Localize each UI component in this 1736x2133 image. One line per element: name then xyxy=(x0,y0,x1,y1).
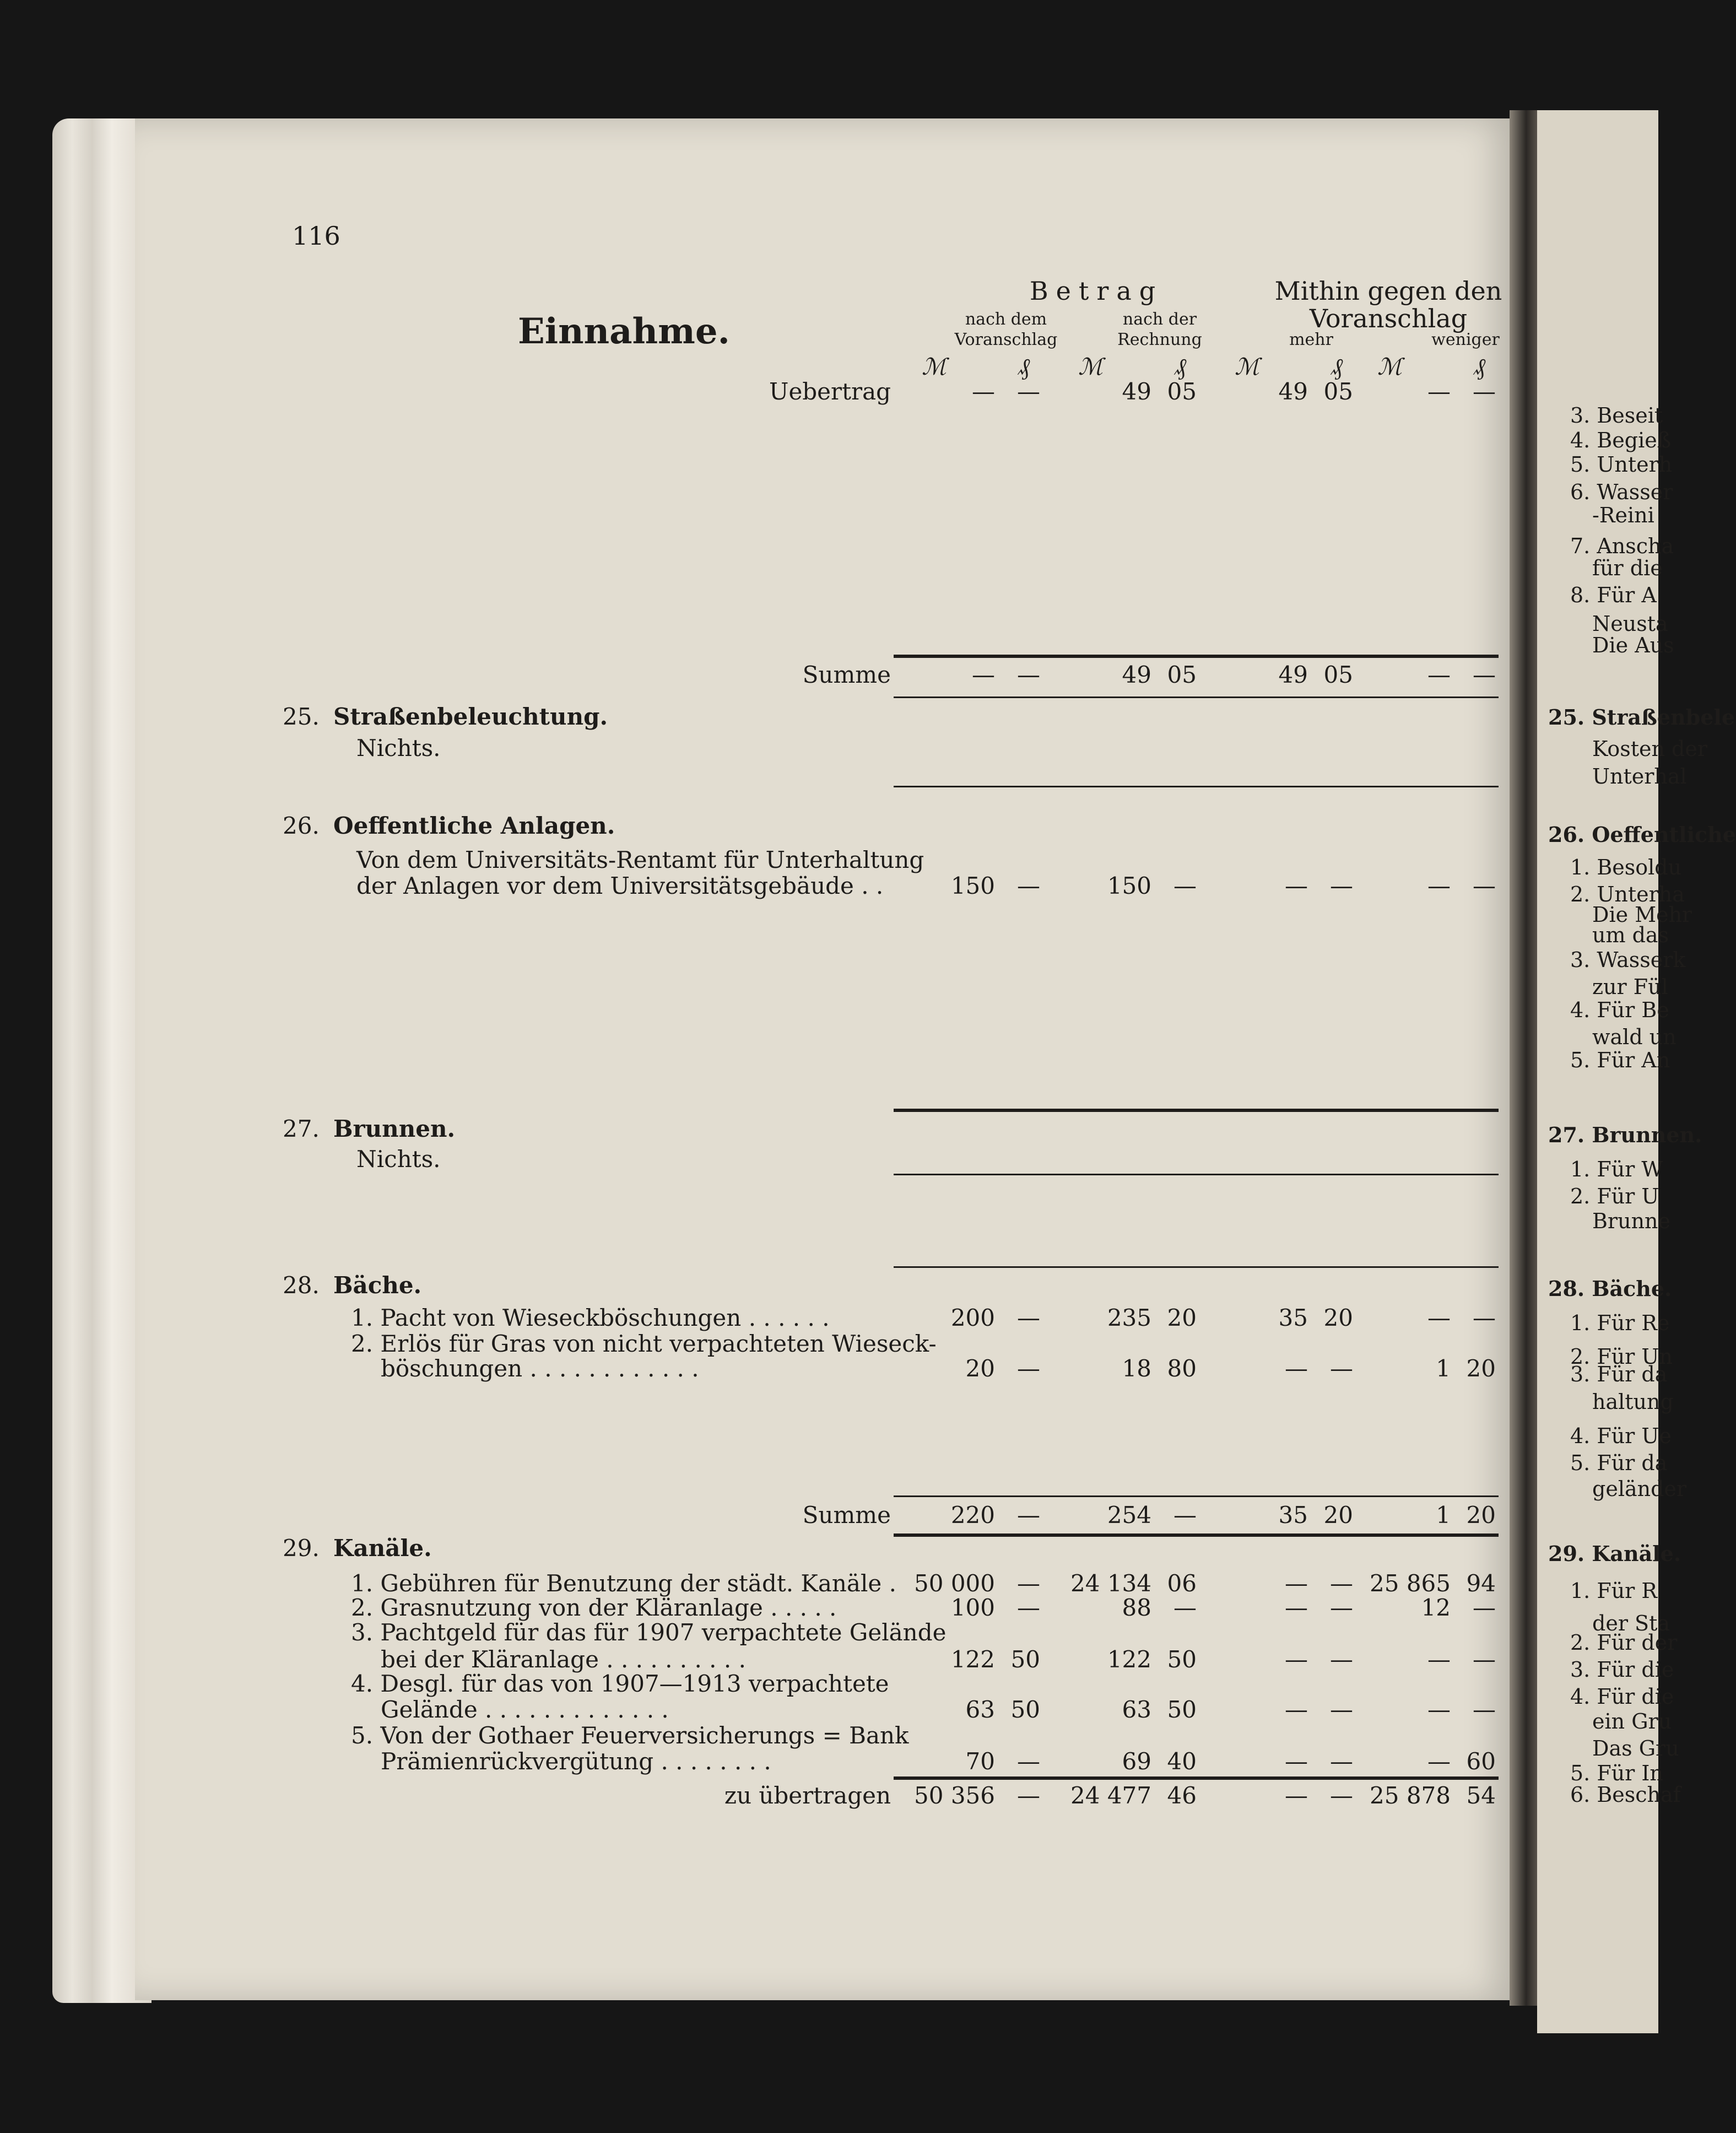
mark-unit-label: ℳ xyxy=(1235,353,1259,380)
section-26-title: Oeffentliche Anlagen. xyxy=(333,812,615,839)
amount-pfennig: 46 xyxy=(1167,1782,1197,1809)
adjacent-page xyxy=(1537,110,1736,2033)
amount-pfennig: — xyxy=(1473,661,1496,688)
rule xyxy=(894,786,1499,787)
amount-mark: — xyxy=(972,661,995,688)
amount-mark: 18 xyxy=(1122,1355,1151,1382)
adjacent-page-line: Die Aus xyxy=(1592,633,1674,657)
rule xyxy=(894,1174,1499,1175)
amount-pfennig: — xyxy=(1017,661,1040,688)
section-26-number: 26. xyxy=(283,812,320,839)
adjacent-page-line: 3. Beseit xyxy=(1570,403,1663,428)
rule xyxy=(894,1495,1499,1497)
pfennig-unit-label: ₰ xyxy=(1018,353,1030,380)
amount-mark: 24 134 xyxy=(1070,1570,1151,1597)
amount-mark: 122 xyxy=(1107,1646,1151,1673)
adjacent-page-line: 2. Unterha xyxy=(1570,882,1685,906)
header-col1b: Voranschlag xyxy=(954,330,1058,349)
amount-pfennig: — xyxy=(1173,1502,1197,1529)
section-29-title: Kanäle. xyxy=(333,1535,432,1562)
amount-mark: — xyxy=(1427,1304,1451,1331)
section-27-text: Nichts. xyxy=(356,1146,441,1173)
amount-mark: — xyxy=(1285,1696,1308,1723)
amount-pfennig: 94 xyxy=(1466,1570,1496,1597)
list-item: 5. Von der Gothaer Feuerversicherungs = Bank xyxy=(351,1722,909,1749)
amount-mark: 88 xyxy=(1122,1594,1151,1621)
amount-mark: — xyxy=(1285,1355,1308,1382)
adjacent-page-line: für die xyxy=(1592,556,1663,580)
amount-pfennig: 60 xyxy=(1466,1748,1496,1775)
amount-pfennig: — xyxy=(1017,1502,1040,1529)
carry-over-label: zu übertragen xyxy=(724,1782,891,1809)
amount-mark: 35 xyxy=(1278,1304,1308,1331)
list-item: 2. Grasnutzung von der Kläranlage . . . . . xyxy=(351,1594,837,1621)
adjacent-page-line: Kosten der xyxy=(1592,737,1708,761)
amount-mark: — xyxy=(1427,1748,1451,1775)
adjacent-page-line: 5. Für da xyxy=(1570,1451,1668,1475)
list-item: 1. Pacht von Wieseckböschungen . . . . . . xyxy=(351,1304,830,1331)
amount-pfennig: 06 xyxy=(1167,1570,1197,1597)
adjacent-page-line: wald un xyxy=(1592,1025,1676,1049)
amount-pfennig: 40 xyxy=(1167,1748,1197,1775)
amount-mark: 49 xyxy=(1122,661,1151,688)
rule xyxy=(894,1266,1499,1268)
adjacent-page-line: haltung xyxy=(1592,1390,1674,1414)
adjacent-page-line: Neusta xyxy=(1592,612,1668,636)
adjacent-page-line: -Reini xyxy=(1592,503,1654,527)
adjacent-page-line: der Sta xyxy=(1592,1611,1670,1635)
summe-label: Summe xyxy=(802,661,891,688)
mark-unit-label: ℳ xyxy=(1078,353,1103,380)
section-29-number: 29. xyxy=(283,1535,320,1562)
adjacent-page-line: 1. Für Re xyxy=(1570,1311,1670,1335)
header-betrag: Betrag xyxy=(1029,276,1164,306)
amount-pfennig: 50 xyxy=(1010,1646,1040,1673)
amount-mark: 50 000 xyxy=(914,1570,995,1597)
amount-mark: — xyxy=(1427,872,1451,899)
adjacent-page-line: 2. Für der xyxy=(1570,1630,1678,1655)
mark-unit-label: ℳ xyxy=(1377,353,1402,380)
amount-pfennig: — xyxy=(1330,1355,1353,1382)
amount-pfennig: — xyxy=(1017,1355,1040,1382)
amount-mark: — xyxy=(1427,661,1451,688)
amount-pfennig: — xyxy=(1173,872,1197,899)
amount-mark: 1 xyxy=(1436,1502,1451,1529)
amount-pfennig: 20 xyxy=(1167,1304,1197,1331)
amount-pfennig: — xyxy=(1017,1304,1040,1331)
amount-pfennig: — xyxy=(1330,1594,1353,1621)
list-item-cont: bei der Kläranlage . . . . . . . . . . xyxy=(381,1646,746,1673)
amount-pfennig: 80 xyxy=(1167,1355,1197,1382)
rule xyxy=(894,696,1499,698)
amount-pfennig: — xyxy=(1473,1304,1496,1331)
adjacent-page-line: 1. Für R xyxy=(1570,1579,1658,1603)
amount-mark: 150 xyxy=(1107,872,1151,899)
adjacent-page-line: 3. Wasserk xyxy=(1570,948,1686,972)
amount-pfennig: — xyxy=(1330,1748,1353,1775)
header-col2a: nach der xyxy=(1122,310,1197,329)
amount-mark: 122 xyxy=(950,1646,995,1673)
amount-pfennig: 54 xyxy=(1466,1782,1496,1809)
amount-mark: 35 xyxy=(1278,1502,1308,1529)
pfennig-unit-label: ₰ xyxy=(1175,353,1186,380)
section-25-title: Straßenbeleuchtung. xyxy=(333,703,608,730)
header-mithin-voranschlag: Voranschlag xyxy=(1309,304,1468,333)
amount-mark: — xyxy=(1285,1748,1308,1775)
adjacent-page-line: geländer xyxy=(1592,1477,1687,1501)
header-mithin: Mithin gegen den xyxy=(1274,276,1502,306)
adjacent-page-line: Unterhal xyxy=(1592,764,1687,789)
amount-pfennig: 50 xyxy=(1167,1646,1197,1673)
rule xyxy=(894,1533,1499,1537)
pfennig-unit-label: ₰ xyxy=(1331,353,1343,380)
amount-pfennig: — xyxy=(1473,378,1496,405)
amount-mark: 235 xyxy=(1107,1304,1151,1331)
amount-pfennig: — xyxy=(1017,1570,1040,1597)
adjacent-page-line: 4. Begieß xyxy=(1570,428,1672,452)
adjacent-page-line: 4. Für die xyxy=(1570,1684,1674,1709)
amount-pfennig: — xyxy=(1330,1696,1353,1723)
amount-mark: 24 477 xyxy=(1070,1782,1151,1809)
adjacent-page-line: 26. Oeffentliche xyxy=(1548,822,1736,847)
amount-mark: — xyxy=(1427,1696,1451,1723)
amount-mark: 50 356 xyxy=(914,1782,995,1809)
adjacent-page-line: ein Gru xyxy=(1592,1709,1672,1734)
adjacent-page-line: 3. Für da xyxy=(1570,1362,1668,1386)
amount-mark: 70 xyxy=(965,1748,995,1775)
adjacent-page-line: 5. Unterh xyxy=(1570,452,1673,477)
amount-mark: 220 xyxy=(950,1502,995,1529)
amount-pfennig: — xyxy=(1017,378,1040,405)
amount-mark: 12 xyxy=(1421,1594,1451,1621)
section-28-number: 28. xyxy=(283,1272,320,1299)
adjacent-page-line: 2. Für U xyxy=(1570,1184,1659,1208)
adjacent-page-line: 2. Für Un xyxy=(1570,1344,1673,1369)
header-col3: mehr xyxy=(1289,330,1333,349)
amount-pfennig: 05 xyxy=(1167,378,1197,405)
amount-mark: — xyxy=(1427,1646,1451,1673)
adjacent-page-line: 3. Für die xyxy=(1570,1657,1674,1682)
adjacent-page-line: 4. Für Ue xyxy=(1570,1424,1672,1448)
amount-mark: 100 xyxy=(950,1594,995,1621)
amount-mark: — xyxy=(972,378,995,405)
amount-mark: 63 xyxy=(1122,1696,1151,1723)
amount-pfennig: 20 xyxy=(1466,1502,1496,1529)
adjacent-page-line: 27. Brunnen. xyxy=(1548,1122,1702,1147)
list-item-cont: böschungen . . . . . . . . . . . . xyxy=(381,1355,699,1382)
amount-mark: — xyxy=(1285,1782,1308,1809)
adjacent-page-line: 28. Bäche. xyxy=(1548,1276,1672,1301)
list-item-cont: Gelände . . . . . . . . . . . . . xyxy=(381,1696,669,1723)
amount-pfennig: 20 xyxy=(1323,1304,1353,1331)
amount-pfennig: — xyxy=(1017,1594,1040,1621)
header-col4: weniger xyxy=(1431,330,1500,349)
amount-mark: — xyxy=(1427,378,1451,405)
adjacent-page-line: Die Mehr xyxy=(1592,903,1692,927)
amount-mark: 25 865 xyxy=(1370,1570,1451,1597)
adjacent-page-line: zur Fül xyxy=(1592,975,1668,999)
amount-pfennig: — xyxy=(1473,1696,1496,1723)
rule xyxy=(894,1109,1499,1112)
amount-pfennig: 05 xyxy=(1323,661,1353,688)
amount-pfennig: — xyxy=(1473,1646,1496,1673)
list-item: 3. Pachtgeld für das für 1907 verpachtete Gelände xyxy=(351,1619,947,1646)
amount-pfennig: — xyxy=(1017,1782,1040,1809)
list-item-cont: Prämienrückvergütung . . . . . . . . xyxy=(381,1748,771,1775)
amount-mark: 69 xyxy=(1122,1748,1151,1775)
adjacent-page-line: 6. Beschaf xyxy=(1570,1783,1681,1807)
list-item: 1. Gebühren für Benutzung der städt. Kanäle . xyxy=(351,1570,896,1597)
amount-mark: 49 xyxy=(1278,661,1308,688)
page-number: 116 xyxy=(292,221,340,251)
amount-mark: 25 878 xyxy=(1370,1782,1451,1809)
amount-pfennig: 05 xyxy=(1323,378,1353,405)
amount-pfennig: 20 xyxy=(1466,1355,1496,1382)
header-col2b: Rechnung xyxy=(1117,330,1202,349)
section-27-title: Brunnen. xyxy=(333,1115,456,1142)
amount-mark: — xyxy=(1285,1646,1308,1673)
page-title: Einnahme. xyxy=(518,311,730,352)
amount-mark: 49 xyxy=(1278,378,1308,405)
amount-pfennig: — xyxy=(1473,872,1496,899)
amount-pfennig: — xyxy=(1017,1748,1040,1775)
pfennig-unit-label: ₰ xyxy=(1474,353,1485,380)
amount-pfennig: — xyxy=(1173,1594,1197,1621)
amount-mark: 200 xyxy=(950,1304,995,1331)
adjacent-page-line: 1. Für W xyxy=(1570,1157,1663,1181)
adjacent-page-line: 7. Anscha xyxy=(1570,534,1674,558)
amount-mark: 254 xyxy=(1107,1502,1151,1529)
rule xyxy=(894,655,1499,658)
adjacent-page-line: Das Gru xyxy=(1592,1736,1679,1761)
amount-pfennig: — xyxy=(1330,1782,1353,1809)
list-item: 2. Erlös für Gras von nicht verpachteten Wieseck- xyxy=(351,1330,937,1357)
amount-mark: 150 xyxy=(950,872,995,899)
section-26-line1: Von dem Universitäts-Rentamt für Unterhaltung xyxy=(356,846,924,873)
amount-mark: 20 xyxy=(965,1355,995,1382)
amount-pfennig: — xyxy=(1017,872,1040,899)
adjacent-page-line: 1. Besoldu xyxy=(1570,855,1682,879)
amount-pfennig: — xyxy=(1473,1594,1496,1621)
adjacent-page-line: 4. Für Be xyxy=(1570,998,1669,1022)
amount-pfennig: 50 xyxy=(1010,1696,1040,1723)
amount-mark: — xyxy=(1285,1570,1308,1597)
section-25-text: Nichts. xyxy=(356,735,441,762)
adjacent-page-line: 25. Straßenbele xyxy=(1548,705,1735,730)
amount-pfennig: — xyxy=(1330,872,1353,899)
amount-mark: 49 xyxy=(1122,378,1151,405)
summe-label: Summe xyxy=(802,1502,891,1529)
rule xyxy=(894,1776,1499,1780)
amount-pfennig: — xyxy=(1330,1646,1353,1673)
adjacent-page-line: Brunne xyxy=(1592,1209,1670,1233)
adjacent-page-line: 5. Für In xyxy=(1570,1761,1663,1785)
uebertrag-label: Uebertrag xyxy=(769,378,891,405)
adjacent-page-line: 6. Wasser xyxy=(1570,480,1673,504)
amount-pfennig: 05 xyxy=(1167,661,1197,688)
amount-pfennig: 20 xyxy=(1323,1502,1353,1529)
amount-mark: — xyxy=(1285,1594,1308,1621)
adjacent-page-line: 8. Für A xyxy=(1570,583,1657,607)
section-27-number: 27. xyxy=(283,1115,320,1142)
section-26-line2: der Anlagen vor dem Universitätsgebäude . . xyxy=(356,872,884,899)
amount-pfennig: 50 xyxy=(1167,1696,1197,1723)
amount-pfennig: — xyxy=(1330,1570,1353,1597)
list-item: 4. Desgl. für das von 1907—1913 verpachtete xyxy=(351,1670,889,1697)
section-25-number: 25. xyxy=(283,703,320,730)
amount-mark: 63 xyxy=(965,1696,995,1723)
amount-mark: 1 xyxy=(1436,1355,1451,1382)
adjacent-page-line: 29. Kanäle. xyxy=(1548,1541,1681,1566)
adjacent-page-line: 5. Für An xyxy=(1570,1048,1670,1072)
amount-mark: — xyxy=(1285,872,1308,899)
adjacent-page-line: um das xyxy=(1592,923,1669,947)
section-28-title: Bäche. xyxy=(333,1272,422,1299)
header-col1a: nach dem xyxy=(965,310,1047,329)
mark-unit-label: ℳ xyxy=(922,353,947,380)
